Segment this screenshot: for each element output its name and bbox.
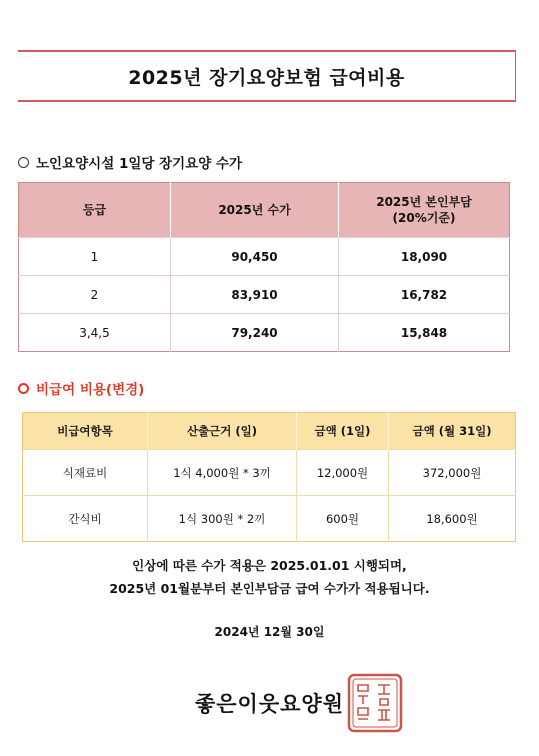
monthly-cell: 18,600원 bbox=[389, 496, 516, 542]
header-daily: 금액 (1일) bbox=[297, 413, 389, 450]
non-covered-header-row bbox=[23, 413, 516, 450]
header-item: 비급여항목 bbox=[23, 413, 148, 450]
header-monthly: 금액 (월 31일) bbox=[389, 413, 516, 450]
issue-date: 2024년 12월 30일 bbox=[214, 625, 325, 639]
header-fee: 2025년 수가 bbox=[171, 183, 339, 238]
grade-cell: 2 bbox=[19, 276, 171, 314]
daily-cell: 12,000원 bbox=[297, 450, 389, 496]
daily-cell: 600원 bbox=[297, 496, 389, 542]
monthly-cell: 372,000원 bbox=[389, 450, 516, 496]
header-basis: 산출근거 (일) bbox=[148, 413, 297, 450]
circle-bullet-icon bbox=[18, 383, 29, 394]
fee-table-header-row bbox=[19, 183, 510, 238]
header-copay-line1: 2025년 본인부담 bbox=[376, 195, 472, 209]
fee-cell: 90,450 bbox=[171, 238, 339, 276]
notice-line-2: 2025년 01월분부터 본인부담금 급여 수가가 적용됩니다. bbox=[109, 581, 430, 596]
fee-cell: 79,240 bbox=[171, 314, 339, 352]
grade-cell: 3,4,5 bbox=[19, 314, 171, 352]
section1-heading-text: 노인요양시설 1일당 장기요양 수가 bbox=[36, 156, 243, 172]
item-cell: 간식비 bbox=[23, 496, 148, 542]
section2-heading-text: 비급여 비용(변경) bbox=[36, 382, 145, 398]
header-copay-line2: (20%기준) bbox=[392, 211, 456, 225]
table-row bbox=[19, 314, 510, 352]
copay-cell: 15,848 bbox=[339, 314, 510, 352]
table-row bbox=[23, 450, 516, 496]
section1-heading bbox=[18, 152, 242, 172]
section2-heading bbox=[18, 378, 144, 398]
circle-bullet-icon bbox=[18, 157, 29, 168]
header-copay bbox=[339, 183, 510, 238]
organization-name: 좋은이웃요양원 bbox=[194, 692, 344, 716]
copay-cell: 18,090 bbox=[339, 238, 510, 276]
fee-table bbox=[18, 182, 510, 352]
table-row bbox=[19, 238, 510, 276]
non-covered-table bbox=[22, 412, 516, 542]
table-row bbox=[19, 276, 510, 314]
document-title-box bbox=[18, 50, 516, 102]
header-grade: 등급 bbox=[19, 183, 171, 238]
item-cell: 식재료비 bbox=[23, 450, 148, 496]
grade-cell: 1 bbox=[19, 238, 171, 276]
notice-line-1: 인상에 따른 수가 적용은 2025.01.01 시행되며, bbox=[132, 558, 407, 573]
document-title: 2025년 장기요양보험 급여비용 bbox=[128, 66, 405, 89]
fee-cell: 83,910 bbox=[171, 276, 339, 314]
copay-cell: 16,782 bbox=[339, 276, 510, 314]
basis-cell: 1식 4,000원 * 3끼 bbox=[148, 450, 297, 496]
basis-cell: 1식 300원 * 2끼 bbox=[148, 496, 297, 542]
table-row bbox=[23, 496, 516, 542]
